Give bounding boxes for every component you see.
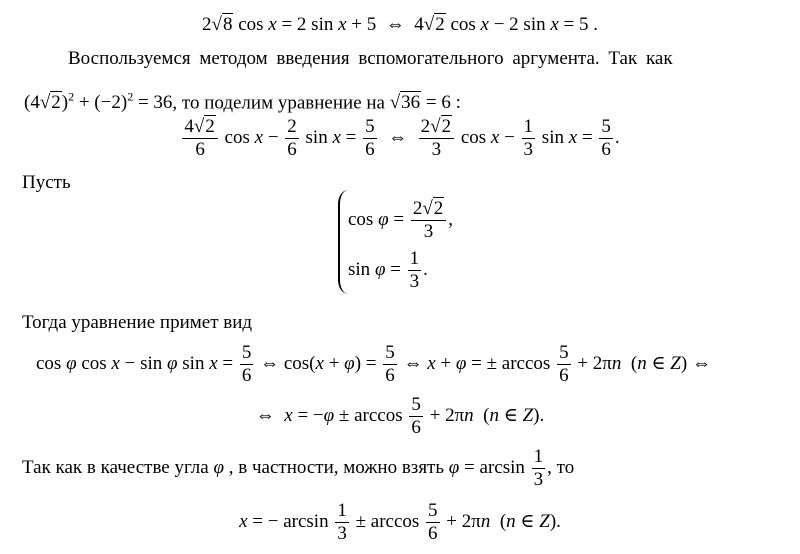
text-divide: $(4√2)^2 + (-2)^2 = 36$, то поделим уравнение на √36 = 6 :	[24, 90, 461, 114]
equation-3: cos φ cos x − sin φ sin x = $\frac{5}{6}$ ⇔ cos(x + φ) = $\frac{5}{6}$ ⇔ x + φ = ± arccos $\frac{5}{6}$ + 2πn (n ∈ Z) ⇔	[36, 342, 711, 386]
equation-1: 2√8 cos x = 2 sin x + 5 ⇔ 4√2 cos x − 2 sin x = 5 .	[202, 14, 598, 35]
sqrt-36-formula: √36 = 6 :	[389, 92, 461, 114]
equation-4: ⇔ x = −φ ± arccos $\frac{5}{6}$ + 2πn (n ∈ Z).	[255, 394, 545, 438]
sum-of-squares-formula: $(4√2)^2 + (-2)^2 = 36$	[24, 90, 173, 114]
equation-system: cos φ = $\frac{2√2}{3}$ , sin φ = $\frac{1}{3}$ .	[338, 190, 488, 298]
text-angle: Так как в качестве угла φ , в частности, можно взять φ = arcsin $\frac{1}{3}$ , то	[22, 446, 575, 490]
text-then: Тогда уравнение примет вид	[22, 312, 253, 333]
equation-5: x = − arcsin $\frac{1}{3}$ ± arccos $\frac{5}{6}$ + 2πn (n ∈ Z).	[239, 500, 561, 544]
text-intro: Воспользуемся методом введения вспомогательного аргумента. Так как	[68, 48, 673, 69]
equation-2: $\frac{4√2}{6}$ cos x − $\frac{2}{6}$ sin x = $\frac{5}{6}$ ⇔ $\frac{2√2}{3}$ cos x − $\frac{1}{3}$ sin x = $\frac{5}{6}$ .	[184, 116, 620, 160]
text-let: Пусть	[22, 172, 71, 193]
